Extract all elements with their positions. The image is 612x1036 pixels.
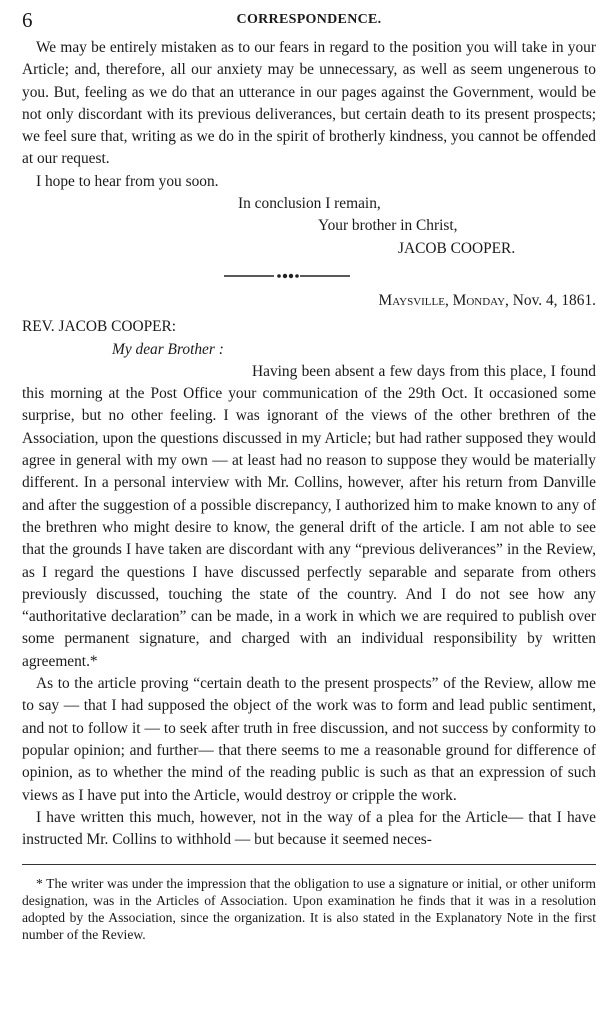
dateline-date: Nov. 4, 1861. [512, 291, 596, 309]
footnote-text: * The writer was under the impression that the obligation to use a signature or initial, or other uniform designation, was in the Articles of Association. Upon examination he finds that it was in a resolution adopted by the Association, since the organization. It is also stated in the Explanatory Note in the first number of the Review. [22, 876, 596, 943]
letter2-addressee: REV. JACOB COOPER: [22, 318, 177, 336]
letter1-signature: JACOB COOPER. [398, 239, 516, 257]
letter1-closing-2: Your brother in Christ, [318, 217, 458, 235]
letter1-closing-1: In conclusion I remain, [238, 195, 381, 213]
dateline-place: Maysville, Monday, [378, 291, 509, 309]
ornament-rule-icon [222, 272, 352, 280]
letter2-paragraph-3: I have written this much, however, not in the way of a plea for the Article— that I have instructed Mr. Collins to withhold — but because it seemed neces- [22, 808, 596, 849]
page-header [22, 8, 596, 34]
letter1-hope: I hope to hear from you soon. [36, 172, 219, 190]
letter2-paragraph-1: Having been absent a few days from this place, I found this morning at the Post Office your communication of the 29th Oct. It occasioned some surprise, but no other feeling. I was ignorant of the views of the other brethren of the Association, upon the questions discussed in my Article; but had rather supposed they would agree in general with my own — at least had no reason to suppose they would be materially different. In a personal interview with Mr. Collins, however, after his return from Danville and after the suggestion of a possible discrepancy, I authorized him to make known to any of the brethren who might desire to know, the general drift of the article. I am not able to see that the grounds I have taken are discordant with any “previous deliverances” in the Review, as I regard the questions I have discussed perfectly separable and separate from others previously discussed, touching the state of the country. And I do not see how any “authoritative declaration” can be made, in a work in which we are required to publish over some permanent signature, and charged with an individual responsibility by written agreement.* [22, 362, 596, 670]
page-number: 6 [22, 8, 33, 32]
running-head: CORRESPONDENCE. [236, 12, 382, 27]
section-ornament [22, 264, 596, 286]
footnote-divider [22, 864, 596, 865]
footnote [22, 875, 596, 943]
letter2-salutation: My dear Brother : [112, 340, 224, 358]
letter2-dateline [22, 290, 596, 312]
letter1-paragraph: We may be entirely mistaken as to our fears in regard to the position you will take in your Article; and, therefore, all our anxiety may be unnecessary, as well as seem ungenerous to you. But, feeling as we do that an utterance in our pages against the Government, would be not only discordant with its previous deliverances, but certain death to its present prospects; we feel sure that, writing as we do in the spirit of brotherly kindness, you cannot be offended at our request. [22, 39, 596, 168]
page-body [22, 37, 596, 851]
letter2-paragraph-2: As to the article proving “certain death to the present prospects” of the Review, allow me to say — that I had supposed the object of the work was to form and lead public sentiment, and not to follow it — to seek after truth in free discussion, and not success by conformity to popular opinion; and further— that there seems to me a reasonable ground for difference of opinion, as to whether the mind of the reading public is such as that an expression of such views as I have put into the Article, would destroy or cripple the work. [22, 675, 596, 804]
